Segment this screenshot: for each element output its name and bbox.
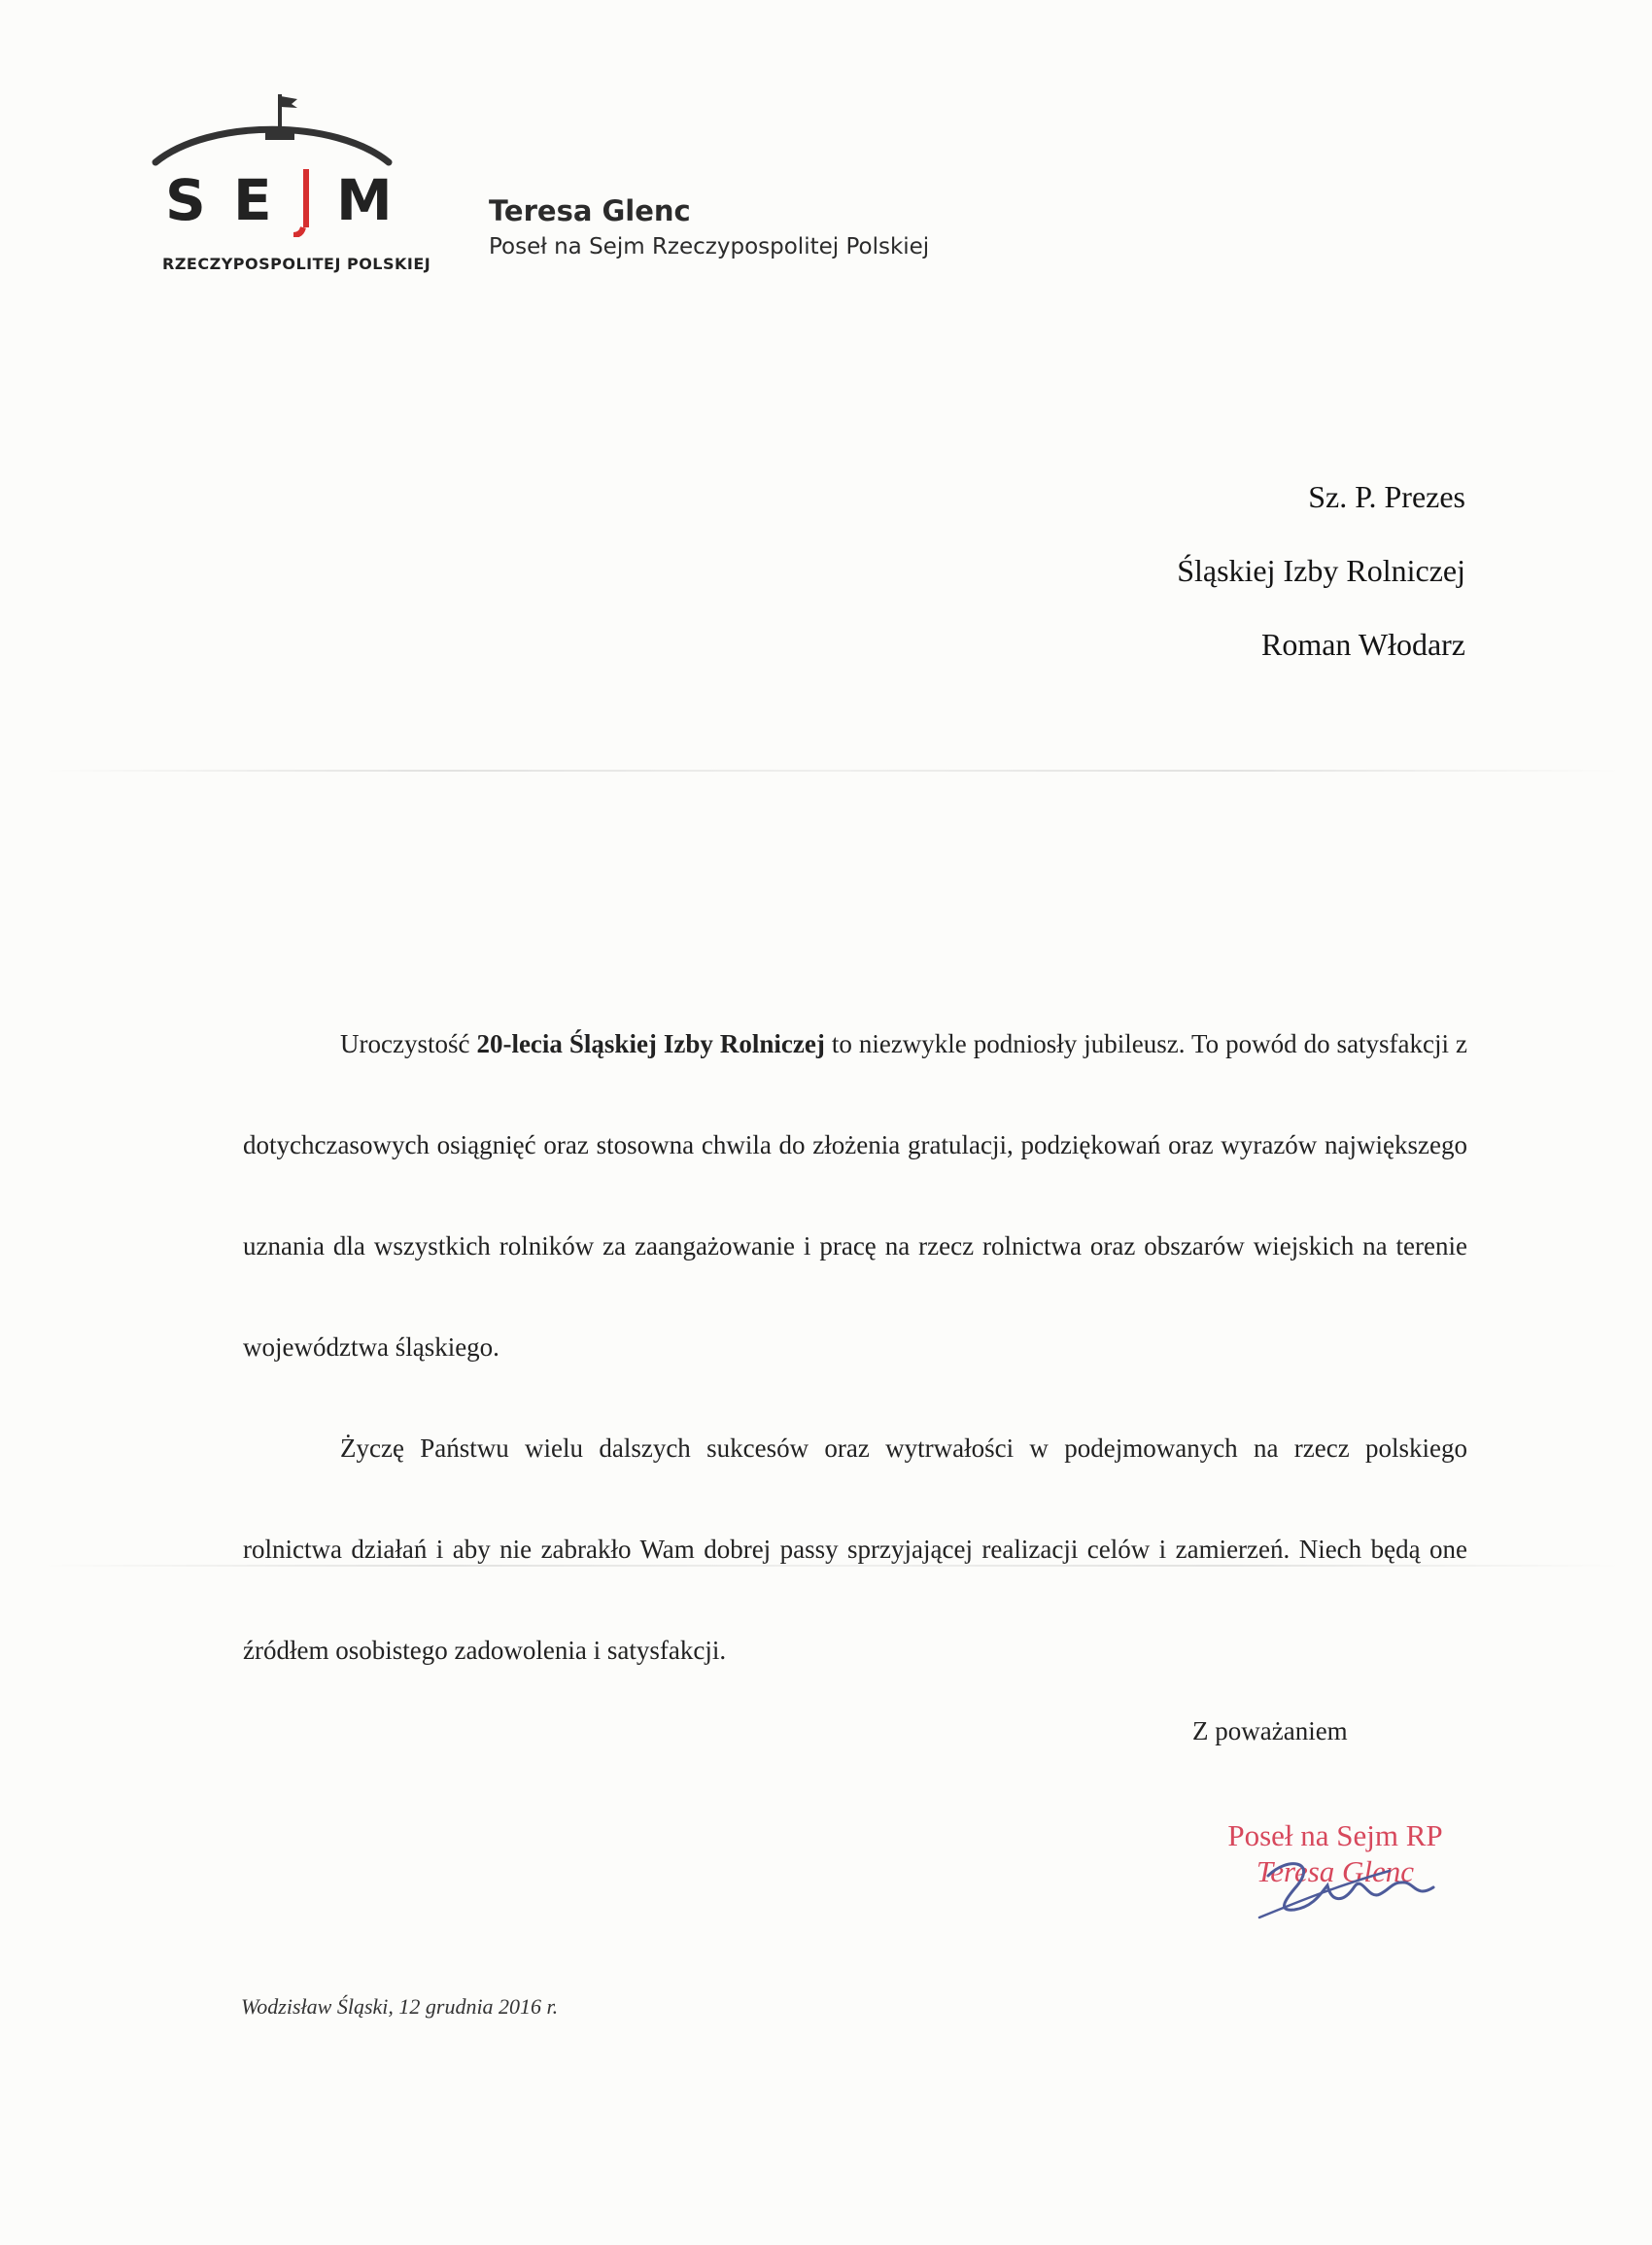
paragraph-text: to niezwykle podniosły jubileusz. To powód do satysfakcji z dotychczasowych osiągnięć oraz stosowna chwila do złożenia gratulacji, podziękowań oraz wyrazów największego uznania dla wszystkich rolników za zaangażowanie i pracę na rzecz rolnictwa oraz obszarów wiejskich na terenie województwa śląskiego. bbox=[243, 1029, 1467, 1362]
sejm-wordmark: S E M bbox=[165, 167, 402, 233]
logo-subtitle: RZECZYPOSPOLITEJ POLSKIEJ bbox=[162, 255, 431, 273]
author-block bbox=[489, 194, 929, 262]
recipient-block bbox=[1177, 481, 1465, 703]
handwritten-signature bbox=[1234, 1842, 1448, 1949]
paragraph bbox=[243, 993, 1467, 1398]
paragraph: Życzę Państwu wielu dalszych sukcesów oraz wytrwałości w podejmowanych na rzecz polskiego rolnictwa działań i aby nie zabrakło Wam dobrej passy sprzyjającej realizacji celów i zamierzeń. Niech będą one źródłem osobistego zadowolenia i satysfakcji. bbox=[243, 1433, 1467, 1665]
stamp-title: Poseł na Sejm RP bbox=[1227, 1818, 1443, 1852]
highlighted-anniversary: 20-lecia Śląskiej Izby Rolniczej bbox=[476, 1029, 825, 1058]
sejm-logo bbox=[151, 89, 431, 284]
closing: Z poważaniem bbox=[1192, 1716, 1348, 1745]
stamp-name: Teresa Glenc bbox=[1256, 1853, 1415, 1888]
paragraph-text: Uroczystość bbox=[340, 1029, 477, 1058]
author-title: Poseł na Sejm Rzeczypospolitej Polskiej bbox=[489, 233, 930, 259]
place-date: Wodzisław Śląski, 12 grudnia 2016 r. bbox=[241, 1994, 559, 2019]
recipient-line: Śląskiej Izby Rolniczej bbox=[1177, 553, 1465, 588]
recipient-line: Sz. P. Prezes bbox=[1308, 479, 1465, 514]
recipient-line: Roman Włodarz bbox=[1260, 627, 1465, 662]
letter-body bbox=[243, 993, 1467, 1701]
author-name: Teresa Glenc bbox=[489, 194, 691, 227]
paper-fold-line bbox=[39, 770, 1623, 772]
